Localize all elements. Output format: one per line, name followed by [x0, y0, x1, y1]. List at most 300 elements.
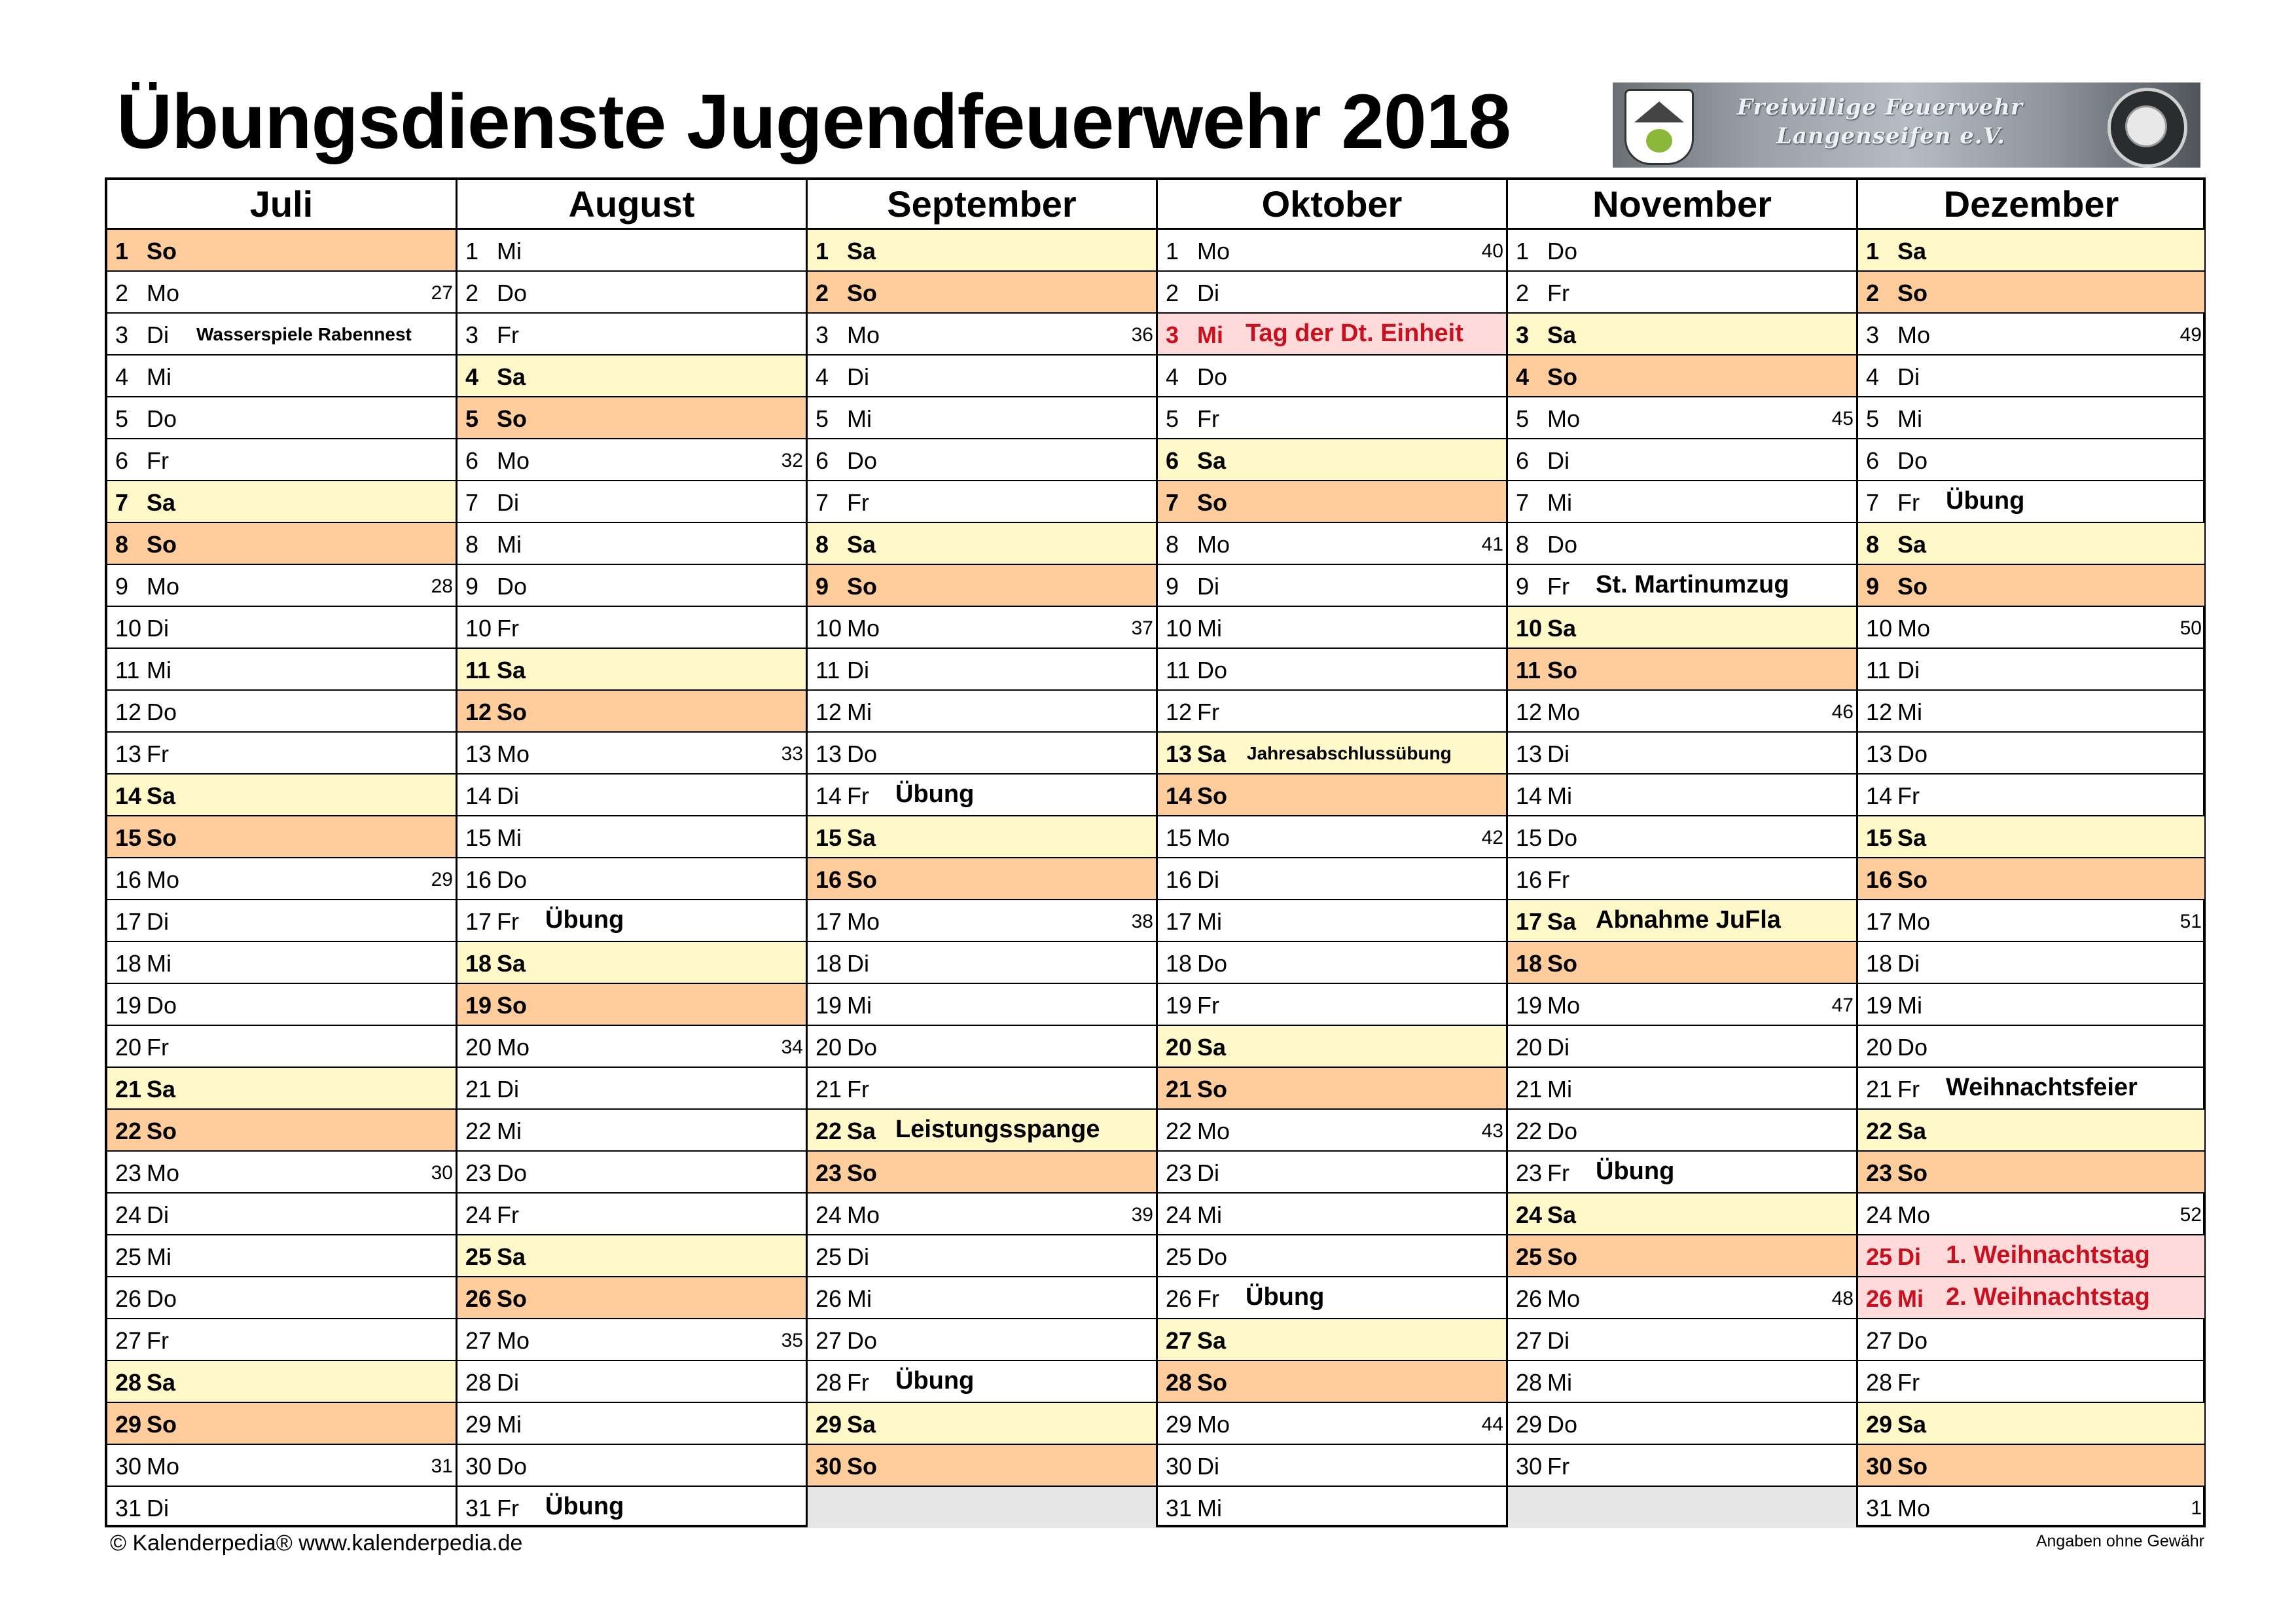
- day-number: 20: [1516, 1034, 1543, 1061]
- day-number: 25: [115, 1243, 142, 1270]
- weekday: Mo: [1197, 1118, 1230, 1144]
- weekday: Di: [147, 1201, 169, 1228]
- day-number: 6: [465, 447, 479, 474]
- weekday: Mo: [1897, 1201, 1931, 1228]
- day-row: [808, 775, 1156, 816]
- weekday: Fr: [847, 1076, 869, 1103]
- day-row: [1508, 1235, 1856, 1277]
- weekday: Mi: [147, 363, 171, 390]
- day-row: [1508, 230, 1856, 272]
- day-number: 18: [465, 950, 492, 977]
- weekday: Sa: [1897, 238, 1927, 264]
- weekday: Di: [1197, 866, 1219, 893]
- day-row: [808, 356, 1156, 397]
- weekday: So: [1547, 657, 1578, 684]
- weekday: Di: [1547, 740, 1570, 767]
- day-row: [457, 439, 806, 481]
- day-number: 27: [1866, 1327, 1893, 1354]
- weekday: Fr: [147, 447, 169, 474]
- day-row: [1508, 1152, 1856, 1194]
- day-row: [1508, 356, 1856, 397]
- day-row: [457, 314, 806, 356]
- day-row: [808, 523, 1156, 565]
- day-number: 18: [1166, 950, 1193, 977]
- week-number: 28: [431, 575, 453, 597]
- weekday: Di: [1197, 280, 1219, 306]
- day-row: [457, 1277, 806, 1319]
- day-row: [1158, 439, 1506, 481]
- day-row: [808, 649, 1156, 691]
- day-row: [1508, 858, 1856, 900]
- weekday: Sa: [1197, 447, 1227, 474]
- day-row: [1158, 691, 1506, 733]
- day-number: 1: [465, 238, 479, 264]
- weekday: Do: [1197, 363, 1228, 390]
- day-number: 30: [1166, 1453, 1193, 1480]
- weekday: Mo: [847, 615, 880, 642]
- weekday: Fr: [1547, 1159, 1570, 1186]
- day-row: [808, 691, 1156, 733]
- day-number: 3: [115, 321, 129, 348]
- weekday: Fr: [147, 1034, 169, 1061]
- day-row: [1858, 607, 2204, 649]
- weekday: So: [147, 531, 177, 558]
- day-row: [107, 1110, 456, 1152]
- day-number: 23: [115, 1159, 142, 1186]
- day-row: [808, 984, 1156, 1026]
- day-row: [1858, 272, 2204, 314]
- day-row: [1858, 1445, 2204, 1487]
- day-number: 24: [1866, 1201, 1893, 1228]
- day-number: 28: [816, 1369, 842, 1396]
- day-row: [808, 1445, 1156, 1487]
- day-number: 27: [1516, 1327, 1543, 1354]
- weekday: Mi: [1197, 615, 1222, 642]
- weekday: Mo: [1197, 531, 1230, 558]
- day-number: 13: [1866, 740, 1893, 767]
- week-number: 40: [1481, 240, 1503, 262]
- day-number: 17: [1516, 908, 1543, 935]
- weekday: Mo: [1547, 405, 1581, 432]
- day-row: [1158, 900, 1506, 942]
- day-row: [808, 481, 1156, 523]
- day-row: [1158, 1277, 1506, 1319]
- weekday: Mo: [847, 908, 880, 935]
- weekday: Sa: [1547, 1201, 1577, 1228]
- day-number: 27: [816, 1327, 842, 1354]
- month-column-november: [1508, 180, 1858, 1525]
- weekday: Mi: [1547, 1369, 1572, 1396]
- day-row: [107, 481, 456, 523]
- day-number: 11: [816, 657, 840, 684]
- day-number: 4: [465, 363, 479, 390]
- week-number: 34: [781, 1036, 803, 1058]
- weekday: Di: [147, 615, 169, 642]
- weekday: Di: [497, 1369, 519, 1396]
- day-row: [107, 1487, 456, 1528]
- day-number: 8: [1516, 531, 1530, 558]
- weekday: Fr: [497, 908, 519, 935]
- day-number: 28: [115, 1369, 142, 1396]
- weekday: Sa: [1547, 321, 1577, 348]
- day-number: 16: [1166, 866, 1193, 893]
- day-number: 29: [1166, 1411, 1193, 1438]
- day-row: [1508, 314, 1856, 356]
- day-number: 22: [1516, 1118, 1543, 1144]
- weekday: Mo: [847, 1201, 880, 1228]
- weekday: So: [147, 824, 177, 851]
- weekday: Fr: [1197, 699, 1219, 725]
- day-number: 2: [1866, 280, 1880, 306]
- footer-copyright: © Kalenderpedia® www.kalenderpedia.de: [110, 1531, 523, 1556]
- day-row: [1508, 733, 1856, 775]
- weekday: Di: [1197, 1453, 1219, 1480]
- day-row: [1508, 272, 1856, 314]
- weekday: Sa: [847, 1118, 876, 1144]
- weekday: Mi: [847, 1285, 872, 1312]
- day-number: 12: [1516, 699, 1543, 725]
- day-number: 14: [1166, 782, 1193, 809]
- weekday: Sa: [147, 1369, 176, 1396]
- day-row: [1858, 858, 2204, 900]
- day-number: 3: [1866, 321, 1880, 348]
- day-number: 9: [1516, 573, 1530, 600]
- day-number: 25: [1516, 1243, 1543, 1270]
- event-label: Wasserspiele Rabennest: [196, 324, 412, 344]
- event-label: Weihnachtsfeier: [1946, 1074, 2138, 1101]
- day-number: 10: [115, 615, 142, 642]
- day-number: 5: [1516, 405, 1530, 432]
- weekday: Mo: [147, 866, 180, 893]
- day-row: [808, 397, 1156, 439]
- weekday: Fr: [497, 1495, 519, 1522]
- day-row: [1158, 230, 1506, 272]
- day-number: 29: [465, 1411, 492, 1438]
- day-number: 1: [115, 238, 129, 264]
- weekday: Mo: [1197, 238, 1230, 264]
- crest-icon: [1624, 89, 1694, 165]
- day-number: 21: [1166, 1076, 1193, 1103]
- day-number: 8: [115, 531, 129, 558]
- day-number: 25: [1166, 1243, 1193, 1270]
- day-row: [1158, 1487, 1506, 1528]
- day-row: [1858, 1235, 2204, 1277]
- day-number: 15: [816, 824, 842, 851]
- week-number: 52: [2179, 1204, 2202, 1226]
- weekday: Di: [147, 1495, 169, 1522]
- day-row: [457, 272, 806, 314]
- day-row: [808, 942, 1156, 984]
- weekday: Di: [1547, 1034, 1570, 1061]
- day-row: [457, 1487, 806, 1528]
- day-number: 16: [1516, 866, 1543, 893]
- weekday: Mo: [1897, 321, 1931, 348]
- day-number: 6: [1166, 447, 1179, 474]
- weekday: Sa: [1547, 908, 1577, 935]
- day-row: [1858, 1277, 2204, 1319]
- day-row: [107, 775, 456, 816]
- day-row: [107, 691, 456, 733]
- day-row: [1508, 1445, 1856, 1487]
- day-row: [808, 272, 1156, 314]
- page-title: Übungsdienste Jugendfeuerwehr 2018: [117, 79, 1511, 165]
- day-row: [1508, 481, 1856, 523]
- weekday: Mi: [147, 657, 171, 684]
- day-row: [457, 1152, 806, 1194]
- weekday: Fr: [497, 615, 519, 642]
- weekday: Mo: [1197, 824, 1230, 851]
- day-row: [107, 1361, 456, 1403]
- weekday: Fr: [147, 740, 169, 767]
- day-number: 21: [1516, 1076, 1543, 1103]
- weekday: Mi: [847, 405, 872, 432]
- weekday: So: [147, 1411, 177, 1438]
- day-number: 13: [816, 740, 842, 767]
- day-row: [107, 1445, 456, 1487]
- day-number: 25: [1866, 1243, 1893, 1270]
- day-number: 15: [1166, 824, 1193, 851]
- day-row: [107, 900, 456, 942]
- day-row: [1158, 649, 1506, 691]
- day-row: [1858, 1152, 2204, 1194]
- calendar-grid: [105, 177, 2206, 1527]
- fire-brigade-badge-icon: [2108, 88, 2187, 168]
- event-label: Jahresabschlussübung: [1247, 743, 1452, 763]
- day-number: 2: [115, 280, 129, 306]
- day-number: 1: [1166, 238, 1179, 264]
- day-row: [1158, 1110, 1506, 1152]
- day-number: 15: [1866, 824, 1893, 851]
- week-number: 42: [1481, 827, 1503, 848]
- day-row: [1508, 1110, 1856, 1152]
- day-row: [1158, 356, 1506, 397]
- weekday: So: [1897, 573, 1928, 600]
- weekday: Fr: [1897, 782, 1920, 809]
- weekday: Mi: [497, 531, 522, 558]
- day-row: [457, 816, 806, 858]
- day-row: [1158, 607, 1506, 649]
- weekday: So: [847, 280, 878, 306]
- day-number: 4: [1866, 363, 1880, 390]
- day-number: 13: [115, 740, 142, 767]
- weekday: Mo: [497, 447, 530, 474]
- week-number: 33: [781, 743, 803, 765]
- day-row: [1158, 984, 1506, 1026]
- event-label: St. Martinumzug: [1596, 571, 1789, 598]
- day-number: 16: [816, 866, 842, 893]
- day-row: [457, 356, 806, 397]
- weekday: Fr: [847, 1369, 869, 1396]
- weekday: Fr: [847, 489, 869, 516]
- day-row: [808, 1277, 1156, 1319]
- month-header: Oktober: [1158, 180, 1506, 230]
- weekday: Do: [147, 992, 177, 1019]
- weekday: Sa: [847, 1411, 876, 1438]
- day-number: 12: [1166, 699, 1193, 725]
- day-row: [1858, 984, 2204, 1026]
- day-row: [1158, 314, 1506, 356]
- weekday: Mi: [1547, 1076, 1572, 1103]
- day-row: [808, 816, 1156, 858]
- day-number: 31: [465, 1495, 492, 1522]
- day-row: [1508, 984, 1856, 1026]
- weekday: Mo: [147, 573, 180, 600]
- day-number: 4: [816, 363, 829, 390]
- day-number: 7: [115, 489, 129, 516]
- day-number: 14: [1516, 782, 1543, 809]
- day-number: 5: [115, 405, 129, 432]
- day-row: [107, 1194, 456, 1235]
- day-number: 18: [1516, 950, 1543, 977]
- weekday: Di: [847, 657, 869, 684]
- day-number: 28: [465, 1369, 492, 1396]
- day-number: 25: [816, 1243, 842, 1270]
- fire-brigade-logo: [1613, 82, 2200, 168]
- day-number: 22: [465, 1118, 492, 1144]
- week-number: 29: [431, 869, 453, 890]
- day-row: [457, 733, 806, 775]
- weekday: Di: [497, 1076, 519, 1103]
- day-number: 19: [1866, 992, 1893, 1019]
- weekday: Do: [1197, 657, 1228, 684]
- weekday: Di: [1547, 1327, 1570, 1354]
- weekday: Fr: [1197, 1285, 1219, 1312]
- weekday: Fr: [497, 1201, 519, 1228]
- day-number: 11: [1866, 657, 1891, 684]
- weekday: Mi: [497, 1118, 522, 1144]
- weekday: Di: [1547, 447, 1570, 474]
- day-row: [1508, 397, 1856, 439]
- weekday: Fr: [1897, 1076, 1920, 1103]
- day-row: [1858, 649, 2204, 691]
- weekday: So: [1897, 1453, 1928, 1480]
- weekday: Do: [147, 699, 177, 725]
- event-label: Übung: [1246, 1283, 1325, 1311]
- day-row: [107, 1152, 456, 1194]
- day-number: 24: [816, 1201, 842, 1228]
- day-number: 8: [1166, 531, 1179, 558]
- day-row: [1858, 775, 2204, 816]
- day-number: 7: [816, 489, 829, 516]
- day-row: [107, 356, 456, 397]
- weekday: Do: [147, 1285, 177, 1312]
- day-number: 23: [816, 1159, 842, 1186]
- day-number: 9: [1166, 573, 1179, 600]
- weekday: Fr: [147, 1327, 169, 1354]
- day-row: [808, 1026, 1156, 1068]
- day-row: [107, 1403, 456, 1445]
- day-row: [808, 314, 1156, 356]
- day-row: [808, 858, 1156, 900]
- week-number: 37: [1131, 617, 1153, 639]
- weekday: Fr: [1547, 1453, 1570, 1480]
- day-row: [1508, 1319, 1856, 1361]
- day-row: [808, 1403, 1156, 1445]
- weekday: Sa: [847, 238, 876, 264]
- day-number: 24: [1166, 1201, 1193, 1228]
- day-row: [1858, 230, 2204, 272]
- weekday: Do: [497, 1453, 528, 1480]
- day-row: [457, 1235, 806, 1277]
- day-row: [1858, 1319, 2204, 1361]
- day-row: [1508, 1403, 1856, 1445]
- day-row: [457, 481, 806, 523]
- weekday: Sa: [1897, 824, 1927, 851]
- day-row: [1858, 1068, 2204, 1110]
- weekday: Sa: [497, 363, 526, 390]
- day-row: [1158, 523, 1506, 565]
- day-number: 24: [115, 1201, 142, 1228]
- day-number: 17: [1166, 908, 1193, 935]
- day-row: [457, 858, 806, 900]
- week-number: 30: [431, 1162, 453, 1184]
- week-number: 35: [781, 1330, 803, 1351]
- day-row: [1508, 439, 1856, 481]
- day-number: 28: [1516, 1369, 1543, 1396]
- weekday: Sa: [1897, 1118, 1927, 1144]
- weekday: Fr: [1547, 280, 1570, 306]
- day-number: 15: [1516, 824, 1543, 851]
- event-label: Tag der Dt. Einheit: [1246, 319, 1463, 347]
- day-row: [107, 858, 456, 900]
- day-number: 4: [115, 363, 129, 390]
- day-number: 30: [465, 1453, 492, 1480]
- day-number: 26: [816, 1285, 842, 1312]
- day-number: 2: [1166, 280, 1179, 306]
- day-row: [107, 1277, 456, 1319]
- week-number: 49: [2179, 324, 2202, 346]
- weekday: Do: [497, 573, 528, 600]
- weekday: So: [497, 992, 528, 1019]
- weekday: Di: [497, 489, 519, 516]
- day-row: [107, 230, 456, 272]
- day-row: [808, 733, 1156, 775]
- day-number: 9: [816, 573, 829, 600]
- weekday: Fr: [1547, 573, 1570, 600]
- day-number: 17: [1866, 908, 1893, 935]
- weekday: So: [497, 1285, 528, 1312]
- weekday: Mi: [1197, 1201, 1222, 1228]
- event-label: Übung: [1946, 487, 2025, 515]
- day-row: [1858, 1361, 2204, 1403]
- day-row: [1858, 1487, 2204, 1528]
- day-row: [107, 439, 456, 481]
- weekday: So: [1197, 489, 1228, 516]
- weekday: Mi: [1897, 405, 1922, 432]
- day-number: 29: [816, 1411, 842, 1438]
- day-row: [1158, 1319, 1506, 1361]
- day-row: [808, 607, 1156, 649]
- weekday: Sa: [1197, 1034, 1227, 1061]
- weekday: Mi: [147, 950, 171, 977]
- day-number: 2: [1516, 280, 1530, 306]
- weekday: Do: [1197, 950, 1228, 977]
- day-row: [1158, 1403, 1506, 1445]
- day-row: [1508, 942, 1856, 984]
- day-row: [1158, 1152, 1506, 1194]
- weekday: Mi: [1897, 699, 1922, 725]
- weekday: Do: [847, 1327, 878, 1354]
- day-number: 7: [465, 489, 479, 516]
- day-number: 23: [1166, 1159, 1193, 1186]
- weekday: Mo: [1547, 1285, 1581, 1312]
- day-row: [1158, 816, 1506, 858]
- day-row: [107, 816, 456, 858]
- day-number: 21: [816, 1076, 842, 1103]
- day-row: [457, 1319, 806, 1361]
- day-number: 9: [1866, 573, 1880, 600]
- day-number: 3: [465, 321, 479, 348]
